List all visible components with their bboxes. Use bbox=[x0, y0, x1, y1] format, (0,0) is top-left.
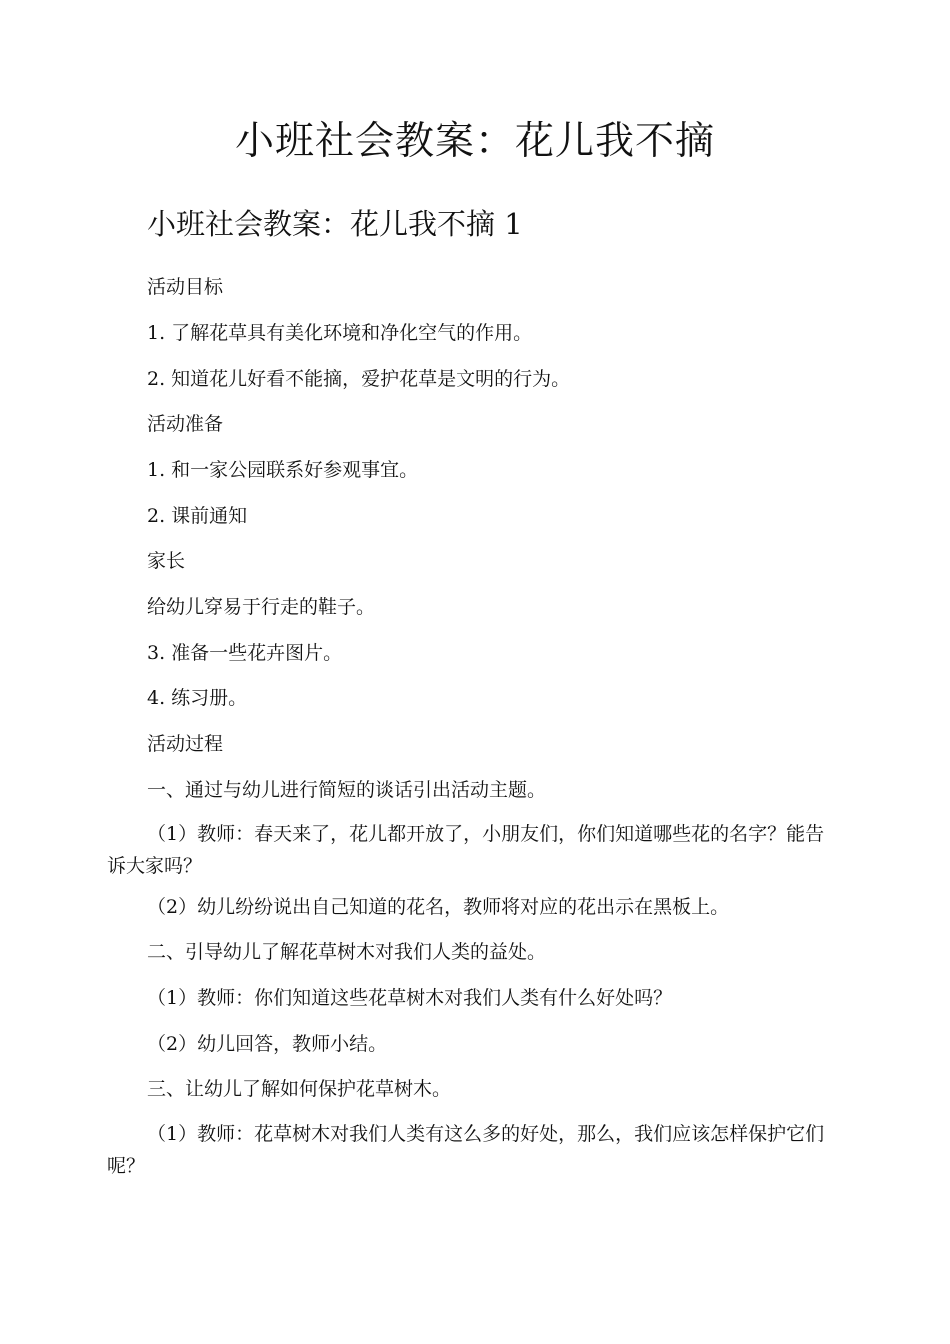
document-title: 小班社会教案：花儿我不摘 bbox=[234, 119, 715, 164]
goal-heading: 活动目标 bbox=[147, 276, 224, 298]
goal-item-1: 1. 了解花草具有美化环境和净化空气的作用。 bbox=[147, 322, 533, 344]
goal-item-2: 2. 知道花儿好看不能摘，爱护花草是文明的行为。 bbox=[147, 368, 571, 390]
prep-item-4: 4. 练习册。 bbox=[147, 687, 248, 709]
process-step-1: 一、通过与幼儿进行简短的谈话引出活动主题。 bbox=[147, 779, 547, 801]
section-heading: 小班社会教案：花儿我不摘 1 bbox=[147, 207, 523, 241]
process-step-3: 三、让幼儿了解如何保护花草树木。 bbox=[147, 1078, 452, 1100]
prep-shoes: 给幼儿穿易于行走的鞋子。 bbox=[147, 596, 376, 618]
prep-item-2: 2. 课前通知 bbox=[147, 505, 248, 527]
process-step-2-2: （2）幼儿回答，教师小结。 bbox=[147, 1033, 388, 1055]
process-step-3-1: （1）教师：花草树木对我们人类有这么多的好处，那么，我们应该怎样保护它们呢？ bbox=[107, 1123, 825, 1177]
process-step-2-1: （1）教师：你们知道这些花草树木对我们人类有什么好处吗？ bbox=[147, 987, 673, 1009]
process-step-1-1: （1）教师：春天来了，花儿都开放了，小朋友们，你们知道哪些花的名字？能告诉大家吗？ bbox=[107, 823, 825, 877]
prep-heading: 活动准备 bbox=[147, 413, 224, 435]
prep-item-3: 3. 准备一些花卉图片。 bbox=[147, 642, 343, 664]
prep-item-1: 1. 和一家公园联系好参观事宜。 bbox=[147, 459, 419, 481]
process-step-2: 二、引导幼儿了解花草树木对我们人类的益处。 bbox=[147, 941, 547, 963]
process-step-1-2: （2）幼儿纷纷说出自己知道的花名，教师将对应的花出示在黑板上。 bbox=[147, 896, 730, 918]
process-heading: 活动过程 bbox=[147, 733, 224, 755]
prep-parents: 家长 bbox=[147, 550, 186, 572]
